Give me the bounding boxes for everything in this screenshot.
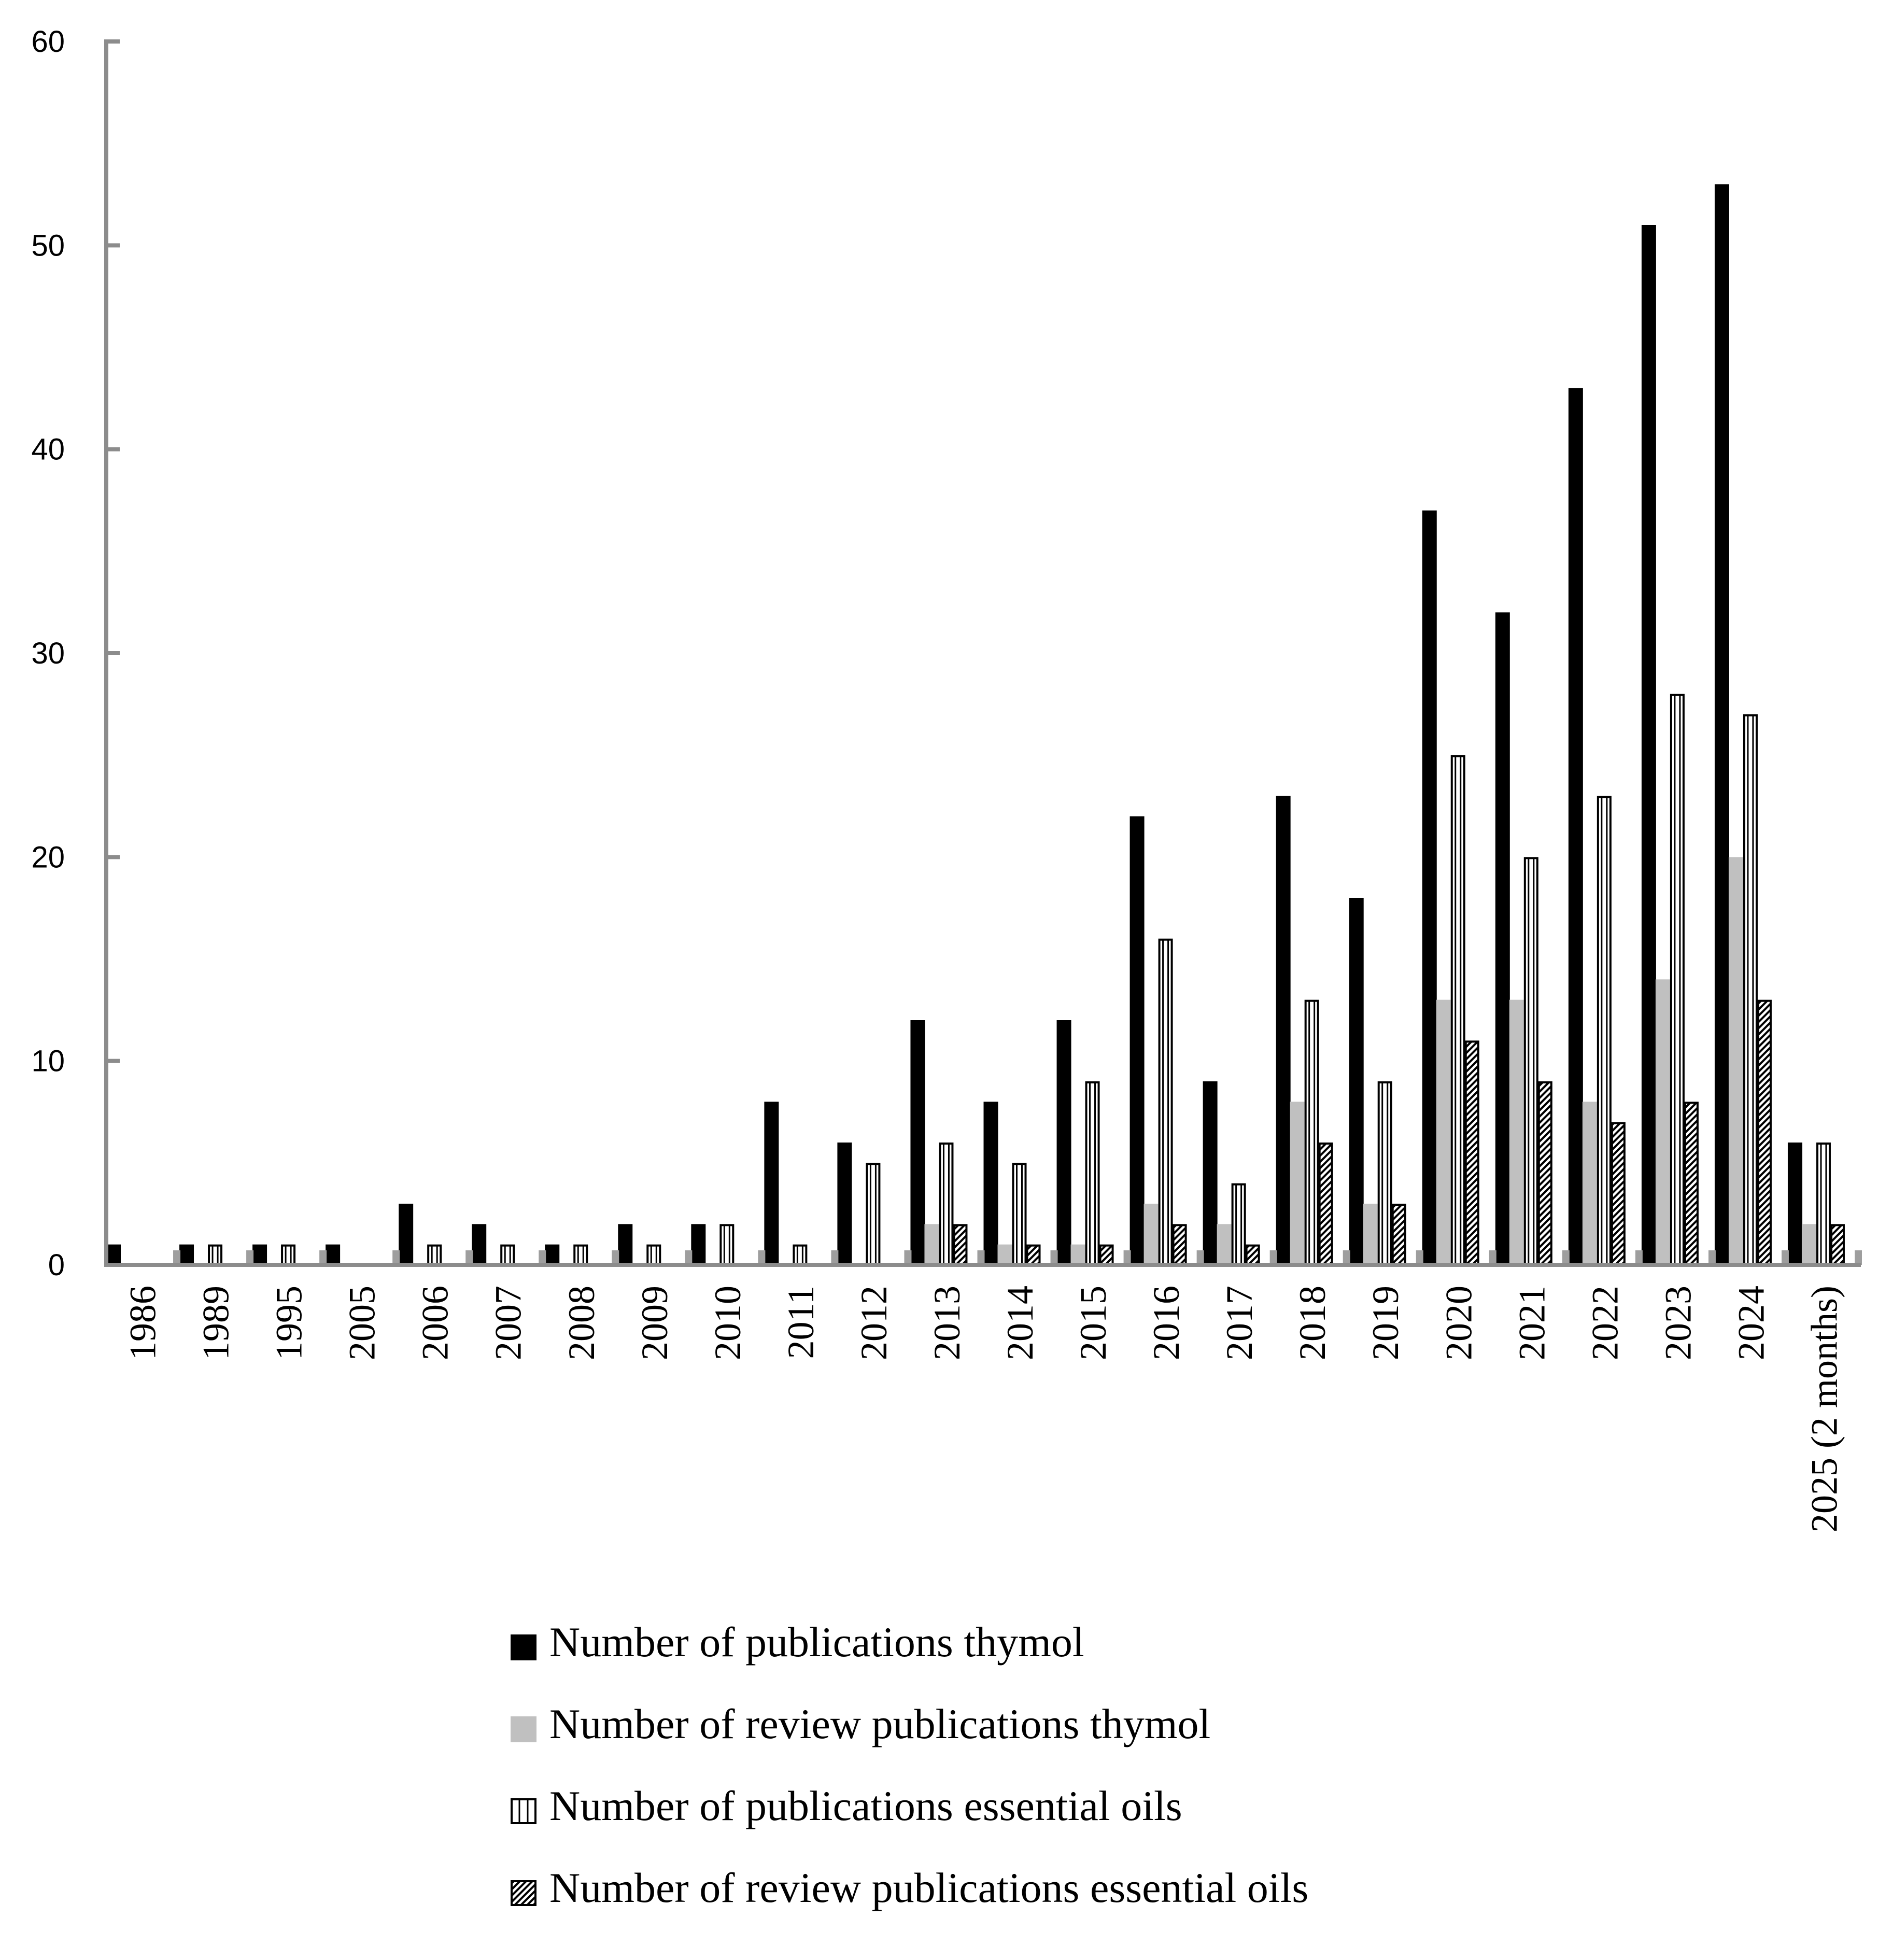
bar-s3-2006 [428,1246,441,1265]
legend-item [511,1700,1210,1747]
legend [511,1618,1308,1911]
x-tick-label: 2016 [1146,1286,1188,1360]
bar-s1-1986 [106,1245,121,1265]
x-tick-label: 2021 [1511,1286,1553,1360]
bar-s1-2023 [1642,225,1656,1265]
y-tick-label: 0 [48,1248,65,1282]
legend-swatch [511,1716,536,1742]
bar-s2-2020 [1436,1000,1451,1265]
bar-s4-2017 [1247,1246,1259,1265]
bar-s1-2013 [910,1020,925,1265]
bar-s3-2019 [1379,1082,1391,1265]
bar-s1-2019 [1349,898,1364,1265]
category-separator-mark [319,1250,327,1265]
legend-label: Number of review publications essential oils [549,1864,1309,1911]
x-tick-label: 2019 [1365,1286,1407,1360]
bar-s2-2022 [1583,1102,1597,1265]
bar-s1-1989 [179,1245,194,1265]
bar-s2-2018 [1290,1102,1305,1265]
bar-s2-2019 [1363,1204,1378,1265]
bar-s1-2017 [1203,1081,1218,1265]
bar-s3-1995 [282,1246,294,1265]
y-tick-label: 40 [31,432,65,467]
y-tick-label: 60 [31,25,65,59]
legend-swatch [511,1634,536,1660]
bar-s1-2016 [1130,816,1145,1265]
y-tick-label: 10 [31,1044,65,1078]
bar-s3-2022 [1598,797,1611,1265]
category-separator-mark [1124,1250,1131,1265]
bar-s4-2019 [1393,1205,1405,1265]
bar-s1-2015 [1057,1020,1071,1265]
bar-s2-2021 [1509,1000,1524,1265]
x-tick-label: 2024 [1730,1286,1772,1360]
category-separator-mark [612,1250,619,1265]
x-tick-label: 2012 [853,1286,895,1360]
category-separator-mark [1197,1250,1204,1265]
bar-s3-2018 [1306,1001,1318,1265]
bar-s1-2018 [1276,796,1291,1265]
bar-s3-2008 [574,1246,587,1265]
bar-s3-2009 [647,1246,660,1265]
x-tick-label: 2013 [926,1286,968,1360]
x-tick-label: 2010 [707,1286,749,1360]
bar-s3-2025-2-months [1817,1144,1830,1265]
x-tick-label: 2017 [1219,1286,1261,1360]
legend-item [512,1782,1182,1829]
x-tick-label: 2011 [780,1286,822,1359]
category-separator-mark [173,1250,180,1265]
bar-s4-2018 [1320,1144,1332,1265]
bar-s3-2012 [867,1164,879,1265]
bar-s2-2023 [1656,979,1670,1265]
category-separator-mark [1782,1250,1789,1265]
bar-s3-2020 [1452,756,1464,1265]
category-separator-mark [1635,1250,1643,1265]
category-separator-mark [465,1250,473,1265]
bar-s3-1989 [209,1246,221,1265]
legend-label: Number of publications thymol [549,1618,1084,1666]
bar-s1-2012 [837,1143,852,1265]
bar-s1-2009 [618,1224,632,1265]
y-tick-label: 30 [31,637,65,670]
legend-label: Number of review publications thymol [549,1700,1211,1747]
legend-item [512,1864,1308,1911]
bar-s4-2016 [1174,1225,1186,1265]
category-separator-mark [1709,1250,1716,1265]
bar-s3-2016 [1160,940,1172,1265]
bar-s1-2010 [691,1224,705,1265]
bar-s2-2016 [1144,1204,1159,1265]
plot-area [31,25,1862,1532]
category-separator-mark [758,1250,765,1265]
x-tick-label: 2018 [1292,1286,1334,1360]
category-separator-mark [539,1250,546,1265]
bar-s3-2021 [1525,858,1537,1265]
category-separator-mark [685,1250,692,1265]
bar-s4-2024 [1758,1001,1771,1265]
bar-s1-2025-2-months [1788,1143,1802,1265]
y-tick-label: 50 [31,229,65,263]
bar-s3-2011 [794,1246,806,1265]
category-separator-mark [904,1250,911,1265]
legend-swatch [512,1881,535,1905]
bar-s1-2022 [1569,388,1583,1265]
bar-s3-2010 [721,1225,733,1265]
x-tick-label: 2008 [560,1286,602,1360]
category-separator-mark [246,1250,253,1265]
x-tick-label: 2005 [341,1286,383,1360]
x-tick-label: 2023 [1657,1286,1699,1360]
bar-s4-2021 [1539,1082,1551,1265]
category-separator-mark [1855,1250,1862,1265]
x-tick-label: 2007 [487,1286,529,1360]
category-separator-mark [1489,1250,1496,1265]
bar-s4-2025-2-months [1831,1225,1844,1265]
bar-s4-2020 [1466,1041,1478,1265]
x-tick-label: 1986 [122,1286,164,1360]
bar-s4-2023 [1685,1103,1698,1265]
x-tick-label: 2009 [633,1286,675,1360]
bar-s3-2015 [1086,1082,1099,1265]
legend-item [511,1618,1084,1666]
category-separator-mark [978,1250,985,1265]
x-tick-label: 2006 [414,1286,456,1360]
x-tick-label: 2025 (2 months) [1803,1286,1845,1532]
x-tick-label: 2020 [1438,1286,1480,1360]
bar-s4-2015 [1100,1246,1113,1265]
bar-s1-2014 [984,1102,998,1265]
bar-s1-1995 [252,1245,267,1265]
x-tick-label: 2022 [1584,1286,1626,1360]
bar-s2-2015 [1071,1245,1085,1265]
category-separator-mark [1343,1250,1350,1265]
bar-s3-2014 [1013,1164,1026,1265]
bar-s1-2008 [545,1245,559,1265]
y-tick-label: 20 [31,840,65,875]
bar-s3-2007 [501,1246,514,1265]
category-separator-mark [1562,1250,1570,1265]
x-tick-label: 2015 [1072,1286,1114,1360]
bar-s2-2017 [1217,1224,1232,1265]
legend-label: Number of publications essential oils [549,1782,1182,1829]
category-separator-mark [392,1250,400,1265]
bar-s2-2024 [1729,857,1743,1265]
category-separator-mark [1270,1250,1277,1265]
bar-s4-2022 [1612,1123,1625,1265]
bar-s1-2011 [764,1102,779,1265]
bar-s1-2007 [472,1224,486,1265]
legend-swatch [512,1799,535,1823]
bar-s3-2024 [1744,715,1757,1265]
bar-s1-2020 [1422,511,1437,1265]
bar-s3-2023 [1671,695,1684,1265]
bar-s1-2024 [1715,184,1729,1265]
x-tick-label: 1989 [195,1286,237,1360]
category-separator-mark [831,1250,838,1265]
category-separator-mark [1051,1250,1058,1265]
bar-s2-2013 [924,1224,939,1265]
bar-s2-2014 [998,1245,1012,1265]
bar-s3-2013 [940,1144,952,1265]
bar-s3-2017 [1233,1185,1245,1265]
bar-s1-2005 [326,1245,340,1265]
bar-s1-2021 [1495,612,1510,1265]
bar-s4-2013 [954,1225,966,1265]
x-tick-label: 1995 [268,1286,310,1360]
x-tick-label: 2014 [999,1286,1041,1360]
category-separator-mark [1416,1250,1423,1265]
bar-s2-2025-2-months [1802,1224,1816,1265]
bar-s4-2014 [1027,1246,1040,1265]
bar-s1-2006 [399,1204,413,1265]
